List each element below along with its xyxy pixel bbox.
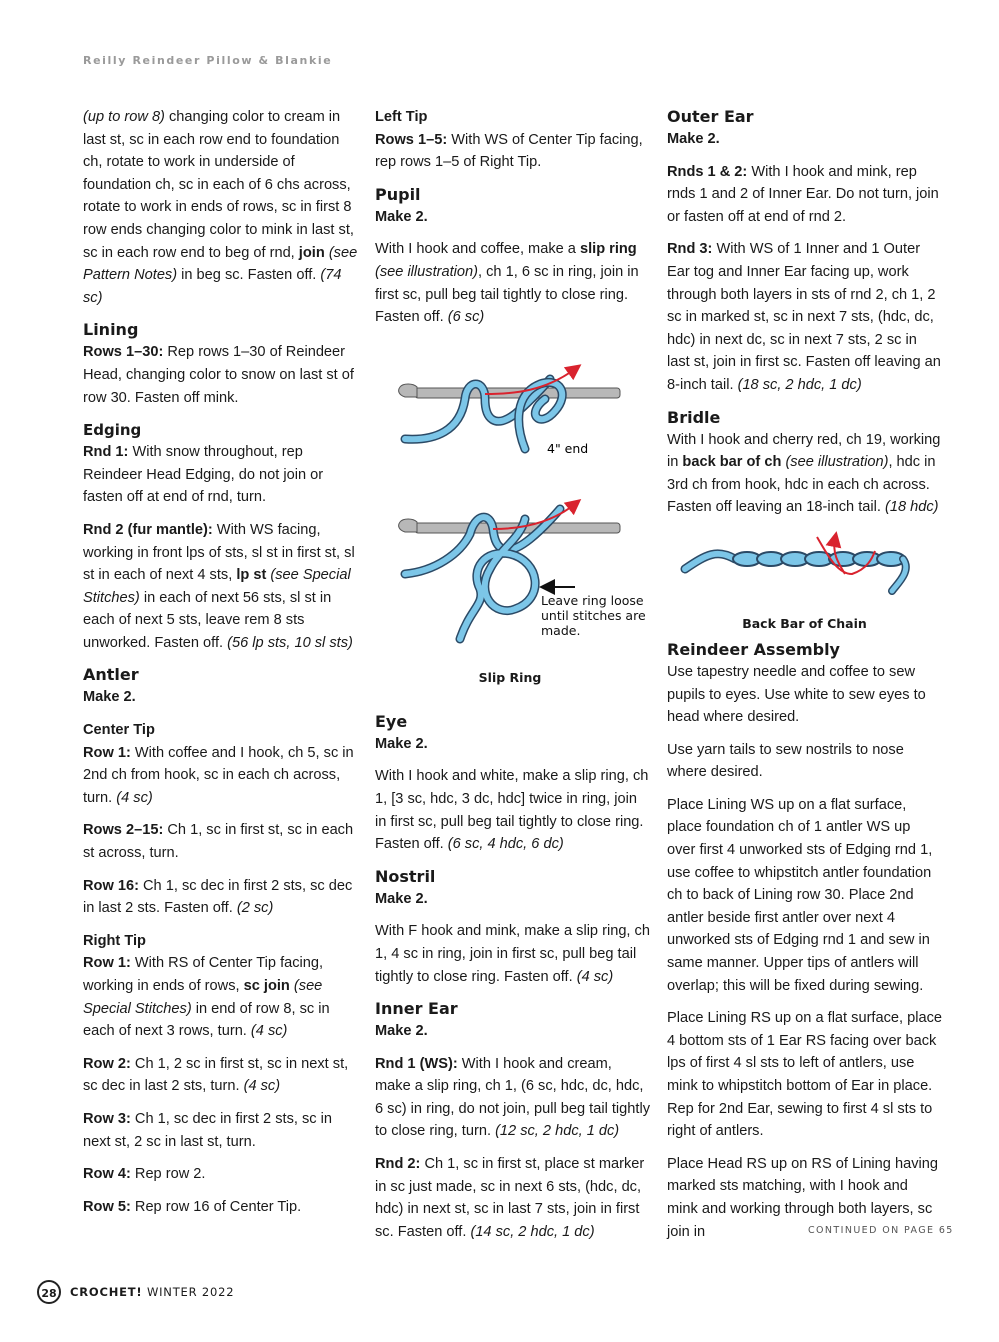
edging-heading: Edging [83,421,142,440]
antler-make: Make 2. [83,689,136,706]
nostril-heading: Nostril [375,866,436,886]
inner-ear-rnd1: Rnd 1 (WS): With I hook and cream, make a slip ring, ch 1, (6 sc, hdc, dc, hdc, 6 sc) in ring, do not join, pull beg tail tightly to close ring, turn. (12 sc, 2 hdc, 1 dc) [375,1055,651,1140]
running-header: Reilly Reindeer Pillow & Blankie [83,54,333,67]
eye-text: With I hook and white, make a slip ring, ch 1, [3 sc, hdc, 3 dc, hdc] twice in ring, join in first sc, pull beg tail tightly to close ring. Fasten off. (6 sc, 4 hdc, 6 dc) [375,768,649,853]
back-bar-caption: Back Bar of Chain [742,615,867,631]
hook-bottom [399,519,620,533]
assembly-p3: Place Lining WS up on a flat surface, place foundation ch of 1 antler WS up over first 4 unworked sts of Edging rnd 1, use coffee to whipstitch antler foundation ch to back of Lining row 30. Place 2nd antler beside first antler over next 4 unworked sts of Edging rnd 1 and sew in same manner. Upper tips of antlers will overlap; this will be fixed during sewing. [667,796,933,994]
assembly-p4: Place Lining RS up on a flat surface, place 4 bottom sts of 1 Ear RS facing over back lps of first 4 sl sts to left of antlers, use mink to whipstitch bottom of Ear in place. Rep for 2nd Ear, sewing to first 4 sl sts to right of antlers. [667,1010,943,1140]
lining-section [83,319,358,409]
magazine-name: CROCHET! [70,1285,143,1299]
edging-rnd2: Rnd 2 (fur mantle): With WS facing, working in front lps of sts, sl st in first st, sl st in each of next 4 sts, lp st (see Special Stitches) in each of next 56 sts, sl st in each of next 5 sts, leave rem 8 sts unworked. Fasten off. (56 lp sts, 10 sl sts) [83,521,355,651]
left-tip-heading: Left Tip [375,109,428,125]
hook-top [399,384,620,398]
slip-ring-figure [375,339,650,711]
assembly-p2: Use yarn tails to sew nostrils to nose where desired. [667,741,904,781]
edging-section [83,419,358,654]
rt-row2: Row 2: Ch 1, 2 sc in first st, sc in next st, sc dec in last 2 sts, turn. (4 sc) [83,1055,349,1095]
back-bar-illustration [667,529,942,609]
center-tip-heading: Center Tip [83,722,155,739]
column-3 [667,106,942,1253]
pupil-text: With I hook and coffee, make a slip ring (see illustration), ch 1, 6 sc in ring, join in first sc, pull beg tail tightly to close ring. Fasten off. (6 sc) [375,241,639,326]
pupil-heading: Pupil [375,184,421,204]
fig-end-label: 4" end [547,440,589,456]
outer-ear-rnd3: Rnd 3: With WS of 1 Inner and 1 Outer Ear tog and Inner Ear facing up, work through both layers in sts of rnd 2, ch 1, 2 sc in marked st, sc in next 7 sts, (hdc, dc, hdc) in next dc, sc in next 7 sts, 2 sc in last st, join in first sc. Fasten off leaving an 8-inch tail. (18 sc, 2 hdc, 1 dc) [667,241,941,393]
continued-note: CONTINUED ON PAGE 65 [808,1225,954,1236]
nostril-text: With F hook and mink, make a slip ring, ch 1, 4 sc in ring, join in first sc, pull beg tail tightly to close ring. Fasten off. (4 sc) [375,923,650,985]
outer-ear-rnds12: Rnds 1 & 2: With I hook and mink, rep rnds 1 and 2 of Inner Ear. Do not turn, join or fasten off at end of rnd 2. [667,163,939,225]
chain-stitches [733,552,905,566]
page-number: 28 [37,1280,61,1304]
antler-section [83,664,358,1218]
eye-heading: Eye [375,711,408,731]
assembly-heading: Reindeer Assembly [667,639,840,659]
ct-rows2-15: Rows 2–15: Ch 1, sc in first st, sc in each st across, turn. [83,822,354,862]
inner-ear-rnd2: Rnd 2: Ch 1, sc in first st, place st marker in sc just made, sc in next 6 sts, (hdc, dc, hdc) in next st, sc in last 7 sts, join in first sc. Fasten off. (14 sc, 2 hdc, 1 dc) [375,1156,645,1240]
left-tip-text: Rows 1–5: With WS of Center Tip facing, rep rows 1–5 of Right Tip. [375,131,643,171]
ct-row1: Row 1: With coffee and I hook, ch 5, sc in 2nd ch from hook, sc in each ch across, turn. (4 sc) [83,744,354,806]
nostril-make: Make 2. [375,890,428,907]
back-bar-figure [667,529,942,639]
lining-text: Rows 1–30: Rep rows 1–30 of Reindeer Head, changing color to snow on last st of row 30. Fasten off mink. [83,344,354,406]
antler-heading: Antler [83,665,139,685]
slip-ring-caption: Slip Ring [478,669,542,685]
inner-ear-make: Make 2. [375,1023,428,1040]
fig-leave-label: Leave ring loose until stitches are made. [541,592,646,638]
outer-ear-heading: Outer Ear [667,107,754,126]
yarn-top [405,369,575,449]
rt-row4: Row 4: Rep row 2. [83,1166,206,1183]
bridle-heading: Bridle [667,407,721,427]
right-tip-heading: Right Tip [83,932,146,949]
column-1 [83,106,358,1228]
lining-heading: Lining [83,320,139,340]
edging-rnd1: Rnd 1: With snow throughout, rep Reindeer Head Edging, do not join or fasten off at end of rnd, turn. [83,444,324,506]
ct-row16: Row 16: Ch 1, sc dec in first 2 sts, sc dec in last 2 sts. Fasten off. (2 sc) [83,877,353,917]
slip-ring-illustration [375,339,650,679]
bridle-text: With I hook and cherry red, ch 19, working in back bar of ch (see illustration), hdc in 3rd ch from hook, hdc in each ch across. Fasten off leaving an 18-inch tail. (18 hdc) [667,431,941,516]
intro-paragraph: (up to row 8) changing color to cream in last st, sc in each row end to foundation ch, rotate to work in underside of foundation ch, sc in each of 6 chs across, rotate to work in ends of rows, sc in first 8 row ends changing color to mink in last st, sc in each row end to beg of rnd, join (see Pattern Notes) in beg sc. Fasten off. (74 sc) [83,109,358,306]
rt-row3: Row 3: Ch 1, sc dec in first 2 sts, sc in next st, 2 sc in last st, turn. [83,1110,332,1150]
pupil-make: Make 2. [375,208,428,225]
rt-row1: Row 1: With RS of Center Tip facing, working in ends of rows, sc join (see Special Stitches) in end of row 8, sc in each of next 3 rows, turn. (4 sc) [83,955,330,1040]
inner-ear-heading: Inner Ear [375,999,458,1019]
column-2 [375,106,650,1253]
assembly-p1: Use tapestry needle and coffee to sew pupils to eyes. Use white to sew eyes to head where desired. [667,663,926,726]
eye-make: Make 2. [375,735,428,752]
rt-row5: Row 5: Rep row 16 of Center Tip. [83,1198,302,1215]
outer-ear-make: Make 2. [667,131,720,147]
footer-magazine [70,1285,234,1299]
issue-label: WINTER 2022 [142,1285,235,1299]
assembly-p5: Place Head RS up on RS of Lining having marked sts matching, with I hook and mink and working through both layers, sc join in [667,1155,938,1240]
